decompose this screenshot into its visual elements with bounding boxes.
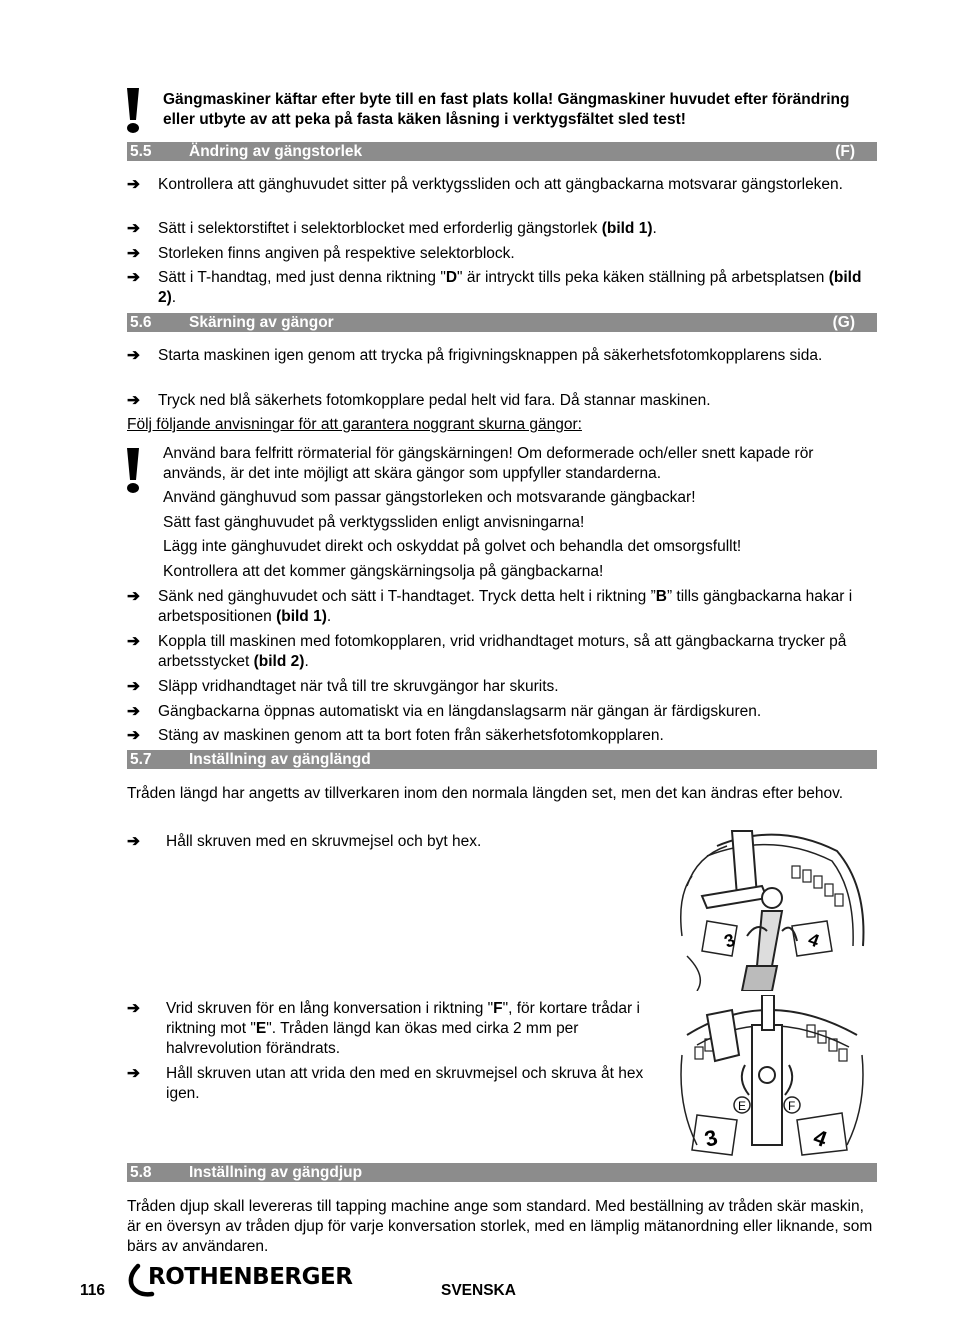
section-number: 5.8	[130, 1164, 152, 1181]
arrow-icon: ➔	[127, 245, 140, 262]
instruction-heading: Följ följande anvisningar för att garantera noggrant skurna gängor:	[127, 416, 582, 433]
figure-label: 4	[805, 928, 822, 952]
section-ref: (F)	[835, 143, 855, 160]
section-header-5-6	[127, 313, 877, 332]
arrow-icon: ➔	[127, 347, 140, 364]
list-item: ➔ Koppla till maskinen med fotomkopplaren, vrid vridhandtaget moturs, så att gängbackarna trycker på arbetsstycket (bild 2).	[127, 633, 847, 670]
figure-label: 3	[701, 1124, 721, 1152]
section-ref: (G)	[832, 314, 855, 331]
arrow-icon: ➔	[127, 392, 140, 409]
section-number: 5.7	[130, 751, 152, 768]
list-item: ➔ Sänk ned gänghuvudet och sätt i T-handtaget. Tryck detta helt i riktning ”B” tills gängbackarna hakar i arbetspositionen (bild 1).	[127, 588, 853, 625]
warning-exclamation-icon	[124, 446, 142, 494]
arrow-icon: ➔	[127, 220, 140, 237]
list-item: ➔ Tryck ned blå säkerhets fotomkopplare pedal helt vid fara. Då stannar maskinen.	[127, 392, 711, 409]
arrow-icon: ➔	[127, 1065, 140, 1082]
figure-label: E	[738, 1099, 747, 1113]
list-item: ➔ Sätt i selektorstiftet i selektorblocket med erforderlig gängstorlek (bild 1).	[127, 220, 657, 237]
section-header-5-7	[127, 750, 877, 769]
warning-line: Använd gänghuvud som passar gängstorleken och motsvarande gängbackar!	[163, 489, 696, 506]
list-item: ➔ Kontrollera att gänghuvudet sitter på verktygssliden och att gängbackarna motsvarar gängstorleken.	[127, 176, 843, 193]
page-number: 116	[80, 1282, 106, 1299]
section-title: Ändring av gängstorlek	[189, 143, 363, 160]
list-item: ➔ Starta maskinen igen genom att trycka på frigivningsknappen på säkerhetsfotomkopplarens sida.	[127, 347, 823, 364]
figure-wrench-hex	[677, 826, 867, 991]
arrow-icon: ➔	[127, 1000, 140, 1017]
section-title: Skärning av gängor	[189, 314, 334, 331]
arrow-icon: ➔	[127, 588, 140, 605]
paragraph: Tråden längd har angetts av tillverkaren inom den normala längden set, men det kan ändras efter behov.	[127, 785, 844, 802]
warning-text: Gängmaskiner käftar efter byte till en fast plats kolla! Gängmaskiner huvudet efter förändring eller utbyte av att peka på fasta käken låsning i verktygsfältet sled test!	[163, 91, 850, 128]
language-label: SVENSKA	[441, 1282, 516, 1299]
rothenberger-logo	[126, 1262, 366, 1298]
warning-line: Kontrollera att det kommer gängskärningsolja på gängbackarna!	[163, 563, 604, 580]
arrow-icon: ➔	[127, 633, 140, 650]
figure-label: 4	[810, 1124, 831, 1152]
list-item: ➔ Släpp vridhandtaget när två till tre skruvgängor har skurits.	[127, 678, 559, 695]
list-item: ➔ Håll skruven med en skruvmejsel och byt hex.	[127, 833, 482, 850]
figure-screwdriver-adjust	[677, 995, 867, 1160]
list-item: ➔ Håll skruven utan att vrida den med en skruvmejsel och skruva åt hex igen.	[127, 1065, 644, 1102]
arrow-icon: ➔	[127, 176, 140, 193]
arrow-icon: ➔	[127, 703, 140, 720]
warning-line: Sätt fast gänghuvudet på verktygssliden enligt anvisningarna!	[163, 514, 585, 531]
paragraph: Tråden djup skall levereras till tapping machine ange som standard. Med beställning av tråden skär maskin, är en översyn av tråden djup för varje konversation storlek, med en lämplig mätanordning eller liknande, som bärs av användaren.	[127, 1198, 873, 1255]
brand-name: ROTHENBERGER	[148, 1264, 353, 1290]
figure-label: F	[788, 1099, 796, 1113]
section-header-5-8	[127, 1163, 877, 1182]
arrow-icon: ➔	[127, 269, 140, 286]
warning-line: Lägg inte gänghuvudet direkt och oskyddat på golvet och behandla det omsorgsfullt!	[163, 538, 742, 555]
section-number: 5.6	[130, 314, 152, 331]
section-title: Inställning av gängdjup	[189, 1164, 363, 1181]
section-title: Inställning av gänglängd	[189, 751, 371, 768]
list-item: ➔ Vrid skruven för en lång konversation i riktning "F", för kortare trådar i riktning mot "E". Tråden längd kan ökas med cirka 2 mm per halvrevolution förändrats.	[127, 1000, 640, 1057]
section-header-5-5	[127, 142, 877, 161]
arrow-icon: ➔	[127, 833, 140, 850]
warning-line: Använd bara felfritt rörmaterial för gängskärningen! Om deformerade och/eller snett kapade rör används, är det inte möjligt att skära gängor som uppfyller standarderna.	[163, 445, 814, 482]
section-number: 5.5	[130, 143, 152, 160]
list-item: ➔ Gängbackarna öppnas automatiskt via en längdanslagsarm när gängan är färdigskuren.	[127, 703, 762, 720]
arrow-icon: ➔	[127, 727, 140, 744]
figure-label: 3	[721, 929, 738, 952]
list-item: ➔ Storleken finns angiven på respektive selektorblock.	[127, 245, 515, 262]
warning-exclamation-icon	[124, 86, 142, 134]
list-item: ➔ Stäng av maskinen genom att ta bort foten från säkerhetsfotomkopplaren.	[127, 727, 664, 744]
arrow-icon: ➔	[127, 678, 140, 695]
list-item: ➔ Sätt i T-handtag, med just denna riktning "D" är intryckt tills peka käken ställning på arbetsplatsen (bild 2).	[127, 269, 862, 306]
